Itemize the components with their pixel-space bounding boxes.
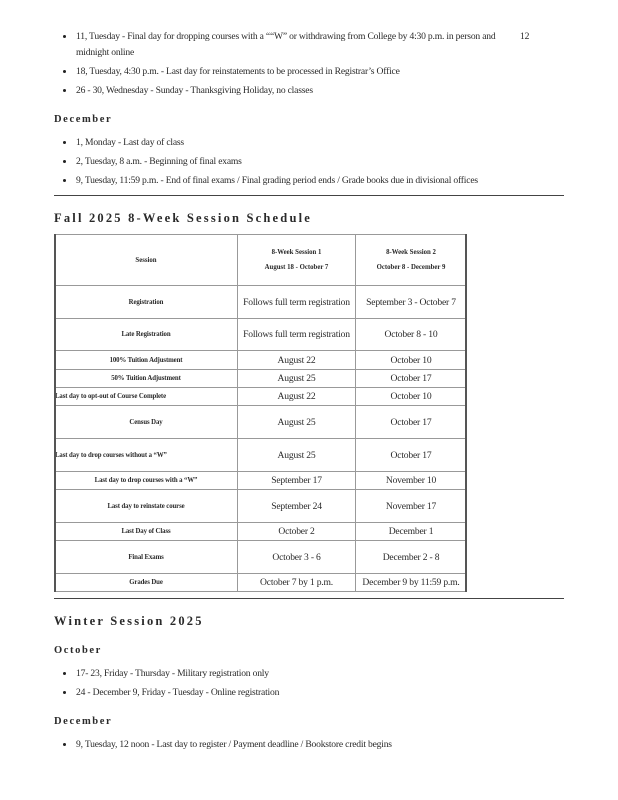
list-item: 18, Tuesday, 4:30 p.m. - Last day for reinstatements to be processed in Registrar’s Office: [62, 62, 400, 81]
row-label: Census Day: [55, 406, 238, 439]
eight-week-schedule-table: [54, 234, 467, 592]
session-2-cell: September 3 - October 7: [356, 286, 467, 319]
row-label: Last day to drop courses without a “W”: [55, 439, 238, 472]
section-divider: [54, 598, 564, 599]
row-label: Last day to drop courses with a “W”: [55, 472, 238, 490]
session-1-cell: Follows full term registration: [238, 319, 356, 351]
december-list: [62, 133, 478, 190]
row-label: Last day to reinstate course: [55, 490, 238, 523]
list-item: 9, Tuesday, 11:59 p.m. - End of final exams / Final grading period ends / Grade books due in divisional offices: [62, 171, 478, 190]
list-item: 1, Monday - Last day of class: [62, 133, 478, 152]
row-label: Last day to opt-out of Course Complete: [55, 388, 238, 406]
section-title: Winter Session 2025: [54, 614, 204, 628]
session-1-cell: August 22: [238, 351, 356, 370]
month-heading: December: [54, 114, 113, 125]
session-1-cell: August 25: [238, 439, 356, 472]
session-1-cell: August 25: [238, 370, 356, 388]
table-header-row: [55, 235, 467, 286]
session-2-cell: December 9 by 11:59 p.m.: [356, 574, 467, 592]
session-2-cell: October 17: [356, 439, 467, 472]
table-row: [55, 439, 467, 472]
table-row: [55, 286, 467, 319]
row-label: Late Registration: [55, 319, 238, 351]
session-2-cell: December 2 - 8: [356, 541, 467, 574]
session-1-cell: September 17: [238, 472, 356, 490]
table-frame-left: [54, 234, 56, 592]
session-2-cell: October 17: [356, 406, 467, 439]
table-row: [55, 406, 467, 439]
month-heading: October: [54, 645, 102, 656]
session-2-cell: October 10: [356, 351, 467, 370]
session-1-cell: August 25: [238, 406, 356, 439]
month-heading: December: [54, 716, 113, 727]
section-title: Fall 2025 8-Week Session Schedule: [54, 211, 313, 225]
session-1-cell: October 3 - 6: [238, 541, 356, 574]
session-2-cell: October 10: [356, 388, 467, 406]
list-item: 11, Tuesday - Final day for dropping courses with a ““W” or withdrawing from College by 4:30 p.m. in person and 12: [62, 27, 495, 46]
row-label: Grades Due: [55, 574, 238, 592]
row-label: Final Exams: [55, 541, 238, 574]
session-2-cell: October 17: [356, 370, 467, 388]
session-1-cell: October 2: [238, 523, 356, 541]
session-2-cell: November 17: [356, 490, 467, 523]
row-label: Registration: [55, 286, 238, 319]
session-1-cell: October 7 by 1 p.m.: [238, 574, 356, 592]
list-item: 2, Tuesday, 8 a.m. - Beginning of final exams: [62, 152, 478, 171]
table-row: [55, 319, 467, 351]
list-item: 17- 23, Friday - Thursday - Military registration only: [62, 664, 279, 683]
table-header-cell: Session: [55, 235, 238, 286]
winter-october-list: [62, 664, 279, 702]
list-item: 9, Tuesday, 12 noon - Last day to register / Payment deadline / Bookstore credit begins: [62, 735, 392, 754]
table-row: [55, 541, 467, 574]
session-2-cell: December 1: [356, 523, 467, 541]
list-item-continuation: midnight online: [76, 47, 135, 58]
session-2-cell: November 10: [356, 472, 467, 490]
list-item-suffix: 12: [520, 31, 530, 42]
table-frame-right: [465, 234, 467, 592]
row-label: Last Day of Class: [55, 523, 238, 541]
table-row: [55, 523, 467, 541]
winter-december-list: [62, 735, 392, 754]
table-row: [55, 472, 467, 490]
table-header-cell: 8-Week Session 2 October 8 - December 9: [356, 235, 467, 286]
table-row: [55, 388, 467, 406]
session-1-cell: September 24: [238, 490, 356, 523]
november-list-cont: [62, 62, 400, 100]
table-row: [55, 370, 467, 388]
session-2-cell: October 8 - 10: [356, 319, 467, 351]
row-label: 100% Tuition Adjustment: [55, 351, 238, 370]
list-item: 26 - 30, Wednesday - Sunday - Thanksgiving Holiday, no classes: [62, 81, 400, 100]
session-1-cell: August 22: [238, 388, 356, 406]
row-label: 50% Tuition Adjustment: [55, 370, 238, 388]
session-1-cell: Follows full term registration: [238, 286, 356, 319]
section-divider: [54, 195, 564, 196]
table-row: [55, 574, 467, 592]
list-item: 24 - December 9, Friday - Tuesday - Online registration: [62, 683, 279, 702]
table-header-cell: 8-Week Session 1 August 18 - October 7: [238, 235, 356, 286]
table-row: [55, 490, 467, 523]
table-row: [55, 351, 467, 370]
